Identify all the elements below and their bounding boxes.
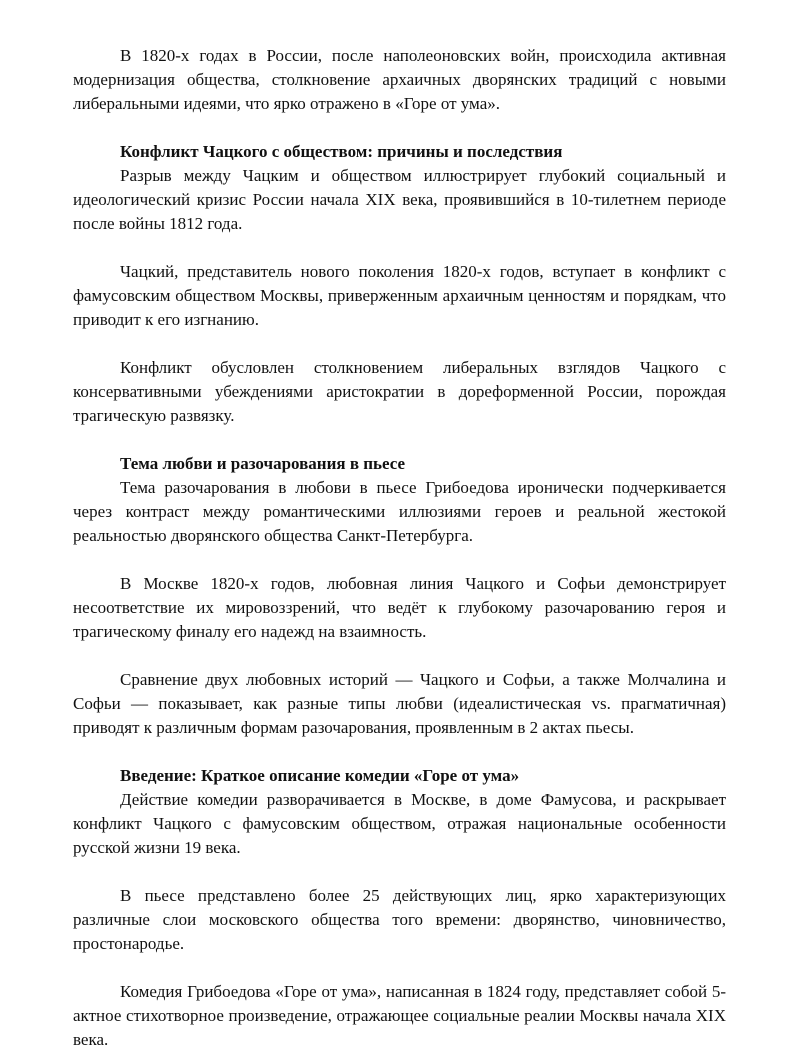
paragraph: Действие комедии разворачивается в Москве, в доме Фамусова, и раскрывает конфликт Чацкого с фамусовским обществом, отражая национальные особенности русской жизни 19 века. [73,790,726,857]
paragraph: В Москве 1820-х годов, любовная линия Чацкого и Софьи демонстрирует несоответствие их мировоззрений, что ведёт к глубокому разочарованию героя и трагическому финалу его надежд на взаимность. [73,574,726,641]
paragraph: Чацкий, представитель нового поколения 1820-х годов, вступает в конфликт с фамусовским обществом Москвы, приверженным архаичным ценностям и порядкам, что приводит к его изгнанию. [73,262,726,329]
paragraph: Тема разочарования в любови в пьесе Грибоедова иронически подчеркивается через контраст между романтическими иллюзиями героев и реальной жестокой реальностью дворянского общества Санкт-Петербурга. [73,478,726,545]
paragraph: Разрыв между Чацким и обществом иллюстрирует глубокий социальный и идеологический кризис России начала XIX века, проявившийся в 10-тилетнем периоде после войны 1812 года. [73,166,726,233]
section-conflict [73,140,726,428]
paragraph: Сравнение двух любовных историй — Чацкого и Софьи, а также Молчалина и Софьи — показывает, как разные типы любви (идеалистическая vs. прагматичная) приводят к различным формам разочарования, проявленным в 2 актах пьесы. [73,670,726,737]
section-heading: Тема любви и разочарования в пьесе [120,454,406,473]
section-heading: Конфликт Чацкого с обществом: причины и последствия [120,142,563,161]
intro-paragraph: В 1820-х годах в России, после наполеоновских войн, происходила активная модернизация общества, столкновение архаичных дворянских традиций с новыми либеральными идеями, что ярко отражено в «Горе от ума». [73,46,726,113]
document-page [73,44,726,1052]
section-love [73,452,726,740]
paragraph: В пьесе представлено более 25 действующих лиц, ярко характеризующих различные слои московского общества того времени: дворянство, чиновничество, простонародье. [73,886,726,953]
paragraph: Комедия Грибоедова «Горе от ума», написанная в 1824 году, представляет собой 5-актное стихотворное произведение, отражающее социальные реалии Москвы начала XIX века. [73,982,726,1049]
section-introduction [73,764,726,1052]
paragraph: Конфликт обусловлен столкновением либеральных взглядов Чацкого с консервативными убеждениями аристократии в дореформенной России, порождая трагическую развязку. [73,358,726,425]
section-heading: Введение: Краткое описание комедии «Горе от ума» [120,766,520,785]
